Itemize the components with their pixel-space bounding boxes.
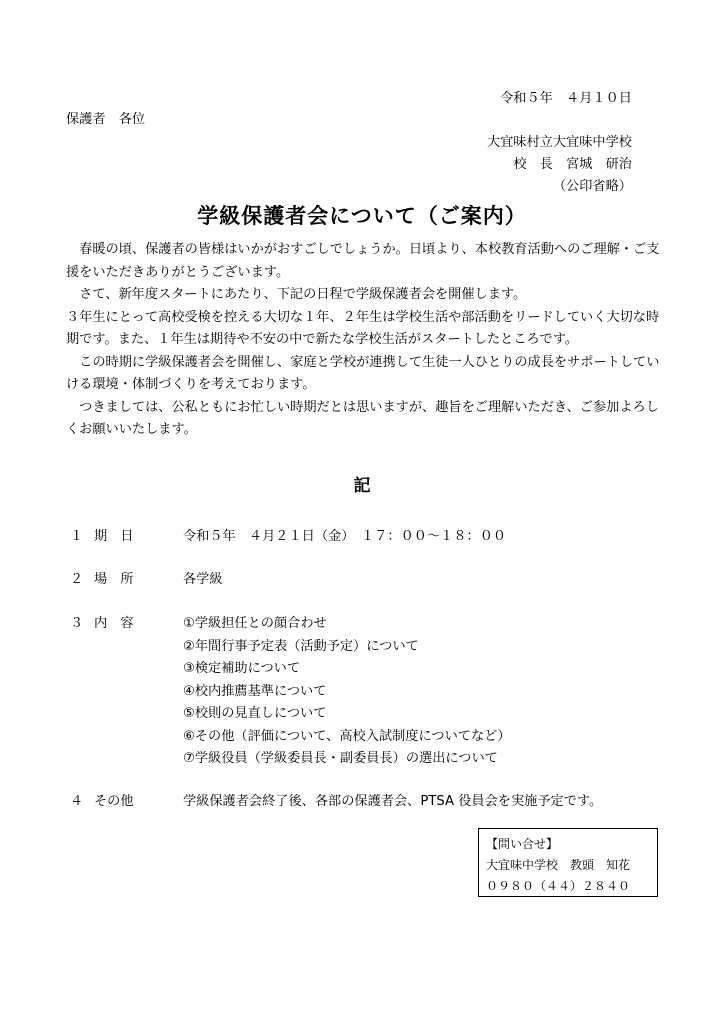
item-date-number: １ <box>70 529 84 544</box>
content-list <box>183 613 511 771</box>
contact-heading: 【問い合せ】 <box>486 837 559 851</box>
content-item: ⑤校則の見直しについて <box>183 706 327 721</box>
recipient: 保護者 各位 <box>66 112 146 127</box>
notice-date: 令和５年 ４月１０日 <box>500 91 632 106</box>
item-content-label: 内 容 <box>94 616 134 631</box>
item-place-value: 各学級 <box>183 572 223 587</box>
content-item: ⑦学級役員（学級委員長・副委員長）の選出について <box>183 751 498 766</box>
paragraph-request: つきましては、公私ともにお忙しい時期だとは思いますが、趣旨をご理解いただき、ご参加よろしくお願いいたします。 <box>66 399 659 437</box>
seal-note: （公印省略） <box>552 179 632 194</box>
principal-name: 校 長 宮城 研治 <box>513 157 632 172</box>
item-other-label: その他 <box>94 794 134 809</box>
paragraph-greeting: 春暖の頃、保護者の皆様はいかがおすごしでしょうか。日頃より、本校教育活動へのご理解・ご支援をいただきありがとうございます。 <box>66 242 660 280</box>
item-place-number: ２ <box>70 572 84 587</box>
school-name: 大宜味村立大宜味中学校 <box>486 135 632 150</box>
document-title: 学級保護者会について（ご案内） <box>197 204 527 228</box>
contact-box <box>478 828 658 897</box>
content-item: ①学級担任との顔合わせ <box>183 616 327 631</box>
contact-phone: ０９８０（４４）２８４０ <box>486 879 631 893</box>
content-item: ③検定補助について <box>183 661 301 676</box>
notice-body <box>66 239 666 442</box>
item-place-label: 場 所 <box>94 572 134 587</box>
item-date-value: 令和５年 ４月２１日（金） １７：００～１８：００ <box>183 529 507 544</box>
contact-person: 大宜味中学校 教頭 知花 <box>486 858 631 872</box>
item-content-number: ３ <box>70 616 84 631</box>
item-date-label: 期 日 <box>94 529 134 544</box>
item-other-value: 学級保護者会終了後、各部の保護者会、PTSA 役員会を実施予定です。 <box>183 794 603 809</box>
item-other-number: ４ <box>70 794 84 809</box>
paragraph-announcement: さて、新年度スタートにあたり、下記の日程で学級保護者会を開催します。 <box>66 287 527 302</box>
paragraph-purpose: この時期に学級保護者会を開催し、家庭と学校が連携して生徒一人ひとりの成長をサポートしていける環境・体制づくりを考えております。 <box>66 354 660 392</box>
content-item: ②年間行事予定表（活動予定）について <box>183 638 419 654</box>
paragraph-grades: ３年生にとって高校受検を控える大切な１年、２年生は学校生活や部活動をリードしていく大切な時期です。また、１年生は期待や不安の中で新たな学校生活がスタートしたところです。 <box>66 309 660 347</box>
content-item: ⑥その他（評価について、高校入試制度についてなど） <box>183 728 511 744</box>
content-item: ④校内推薦基準について <box>183 683 327 699</box>
ki-heading: 記 <box>353 476 371 496</box>
